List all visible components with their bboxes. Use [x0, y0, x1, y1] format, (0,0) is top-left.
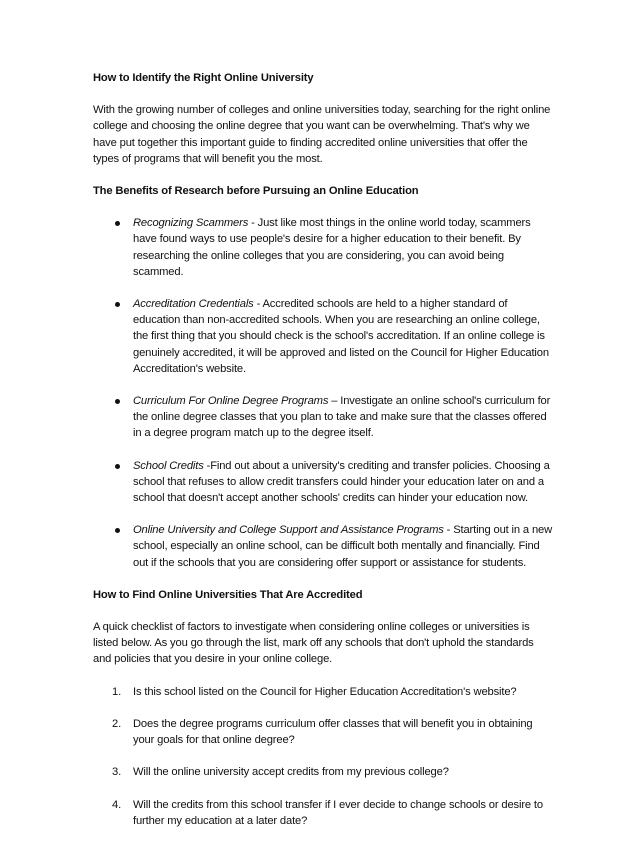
benefits-list: [93, 215, 553, 571]
bullet-icon: [115, 464, 120, 469]
item-text: Just like most things in the online world today, scammers have found ways to use people's desire for a higher education to their benefit. By researching the online colleges that you are considering, you can avoid being scammed.: [133, 217, 531, 278]
item-separator: -: [253, 298, 263, 311]
item-term: Recognizing Scammers: [133, 217, 249, 230]
item-text: Is this school listed on the Council for Higher Education Accreditation's website?: [133, 685, 517, 698]
item-term: Accreditation Credentials: [133, 298, 254, 311]
list-item: [93, 458, 553, 507]
item-text: Investigate an online school's curriculum for the online degree classes that you plan to take and make sure that the classes offered in a degree program match up to the degree itself.: [133, 395, 551, 440]
document-page: [93, 70, 553, 845]
item-term: Online University and College Support and Assistance Programs: [133, 524, 444, 537]
item-text: Does the degree programs curriculum offer classes that will benefit you in obtaining your goals for that online degree?: [133, 717, 533, 747]
item-text: Will the online university accept credits from my previous college?: [133, 766, 449, 779]
list-item: [93, 716, 553, 748]
list-item: [93, 764, 553, 780]
item-separator: -: [248, 217, 258, 230]
item-text: Starting out in a new school, especially an online school, can be difficult both mentally and financially. Find out if the schools that you are considering offer support or assistance for students.: [133, 524, 553, 569]
item-separator: -: [203, 459, 211, 472]
section-heading-benefits: The Benefits of Research before Pursuing an Online Education: [93, 185, 419, 198]
item-separator: –: [328, 395, 341, 408]
list-item: [93, 797, 553, 829]
item-text: Will the credits from this school transfer if I ever decide to change schools or desire to further my education at a later date?: [133, 798, 543, 827]
item-number: 2.: [112, 717, 122, 730]
item-term: Curriculum For Online Degree Programs: [133, 395, 329, 408]
bullet-icon: [115, 528, 120, 533]
list-item: [93, 393, 553, 442]
document-title: How to Identify the Right Online University: [93, 72, 314, 84]
bullet-icon: [115, 302, 120, 307]
bullet-icon: [115, 221, 120, 226]
list-item: [93, 296, 553, 377]
item-number: 4.: [112, 798, 122, 811]
item-text: Accredited schools are held to a higher standard of education than non-accredited schools. When you are researching an online college, the first thing that you should check is the school's accreditation. If an online college is genuinely accredited, it will be approved and listed on the Council for Higher Education Accreditation's website.: [133, 298, 549, 375]
item-text: Find out about a university's crediting and transfer policies. Choosing a school that refuses to allow credit transfers could hinder your education later on and a school that doesn't accept another schools' credits can hinder your education now.: [133, 459, 550, 505]
item-separator: -: [443, 524, 454, 537]
checklist-intro: A quick checklist of factors to investigate when considering online colleges or universities is listed below. As you go through the list, mark off any schools that don't uphold the standards and policies that you desire in your online college.: [93, 621, 534, 666]
list-item: [93, 684, 553, 700]
list-item: [93, 215, 553, 280]
item-number: 3.: [112, 766, 122, 779]
bullet-icon: [115, 399, 120, 404]
intro-paragraph: With the growing number of colleges and online universities today, searching for the right online college and choosing the online degree that you want can be overwhelming. That's why we have put together this important guide to finding accredited online universities that offer the types of programs that will benefit you the most.: [93, 104, 551, 165]
list-item: [93, 522, 553, 571]
item-term: School Credits: [133, 459, 204, 472]
item-number: 1.: [112, 685, 122, 698]
checklist: [93, 684, 553, 829]
section-heading-accredited: How to Find Online Universities That Are Accredited: [93, 588, 363, 601]
